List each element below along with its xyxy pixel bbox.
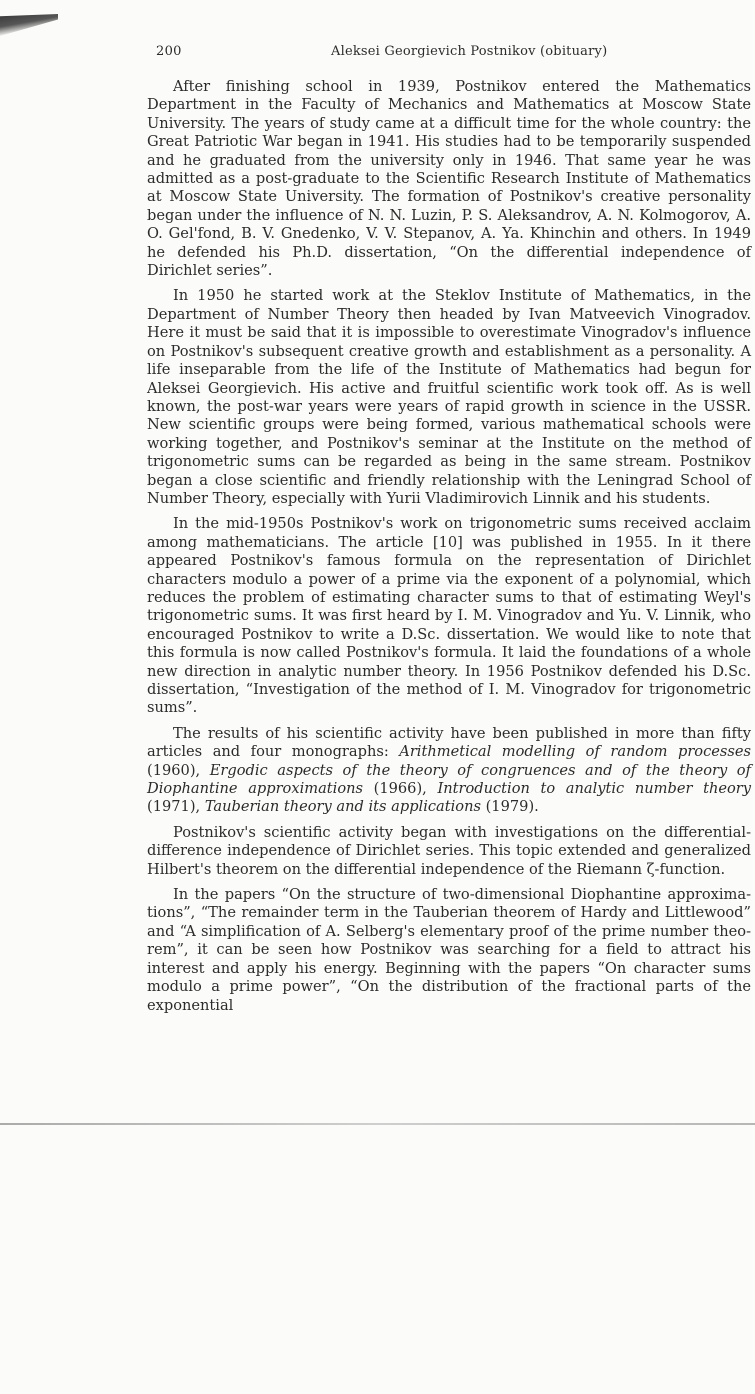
text-run: After finishing school in 1939, Postnikov entered the Mathematics Department in the Faculty of Mechanics and Mathematics at Moscow State University. The years of study came at a difficult time for the whole country: the Great Patriotic War began in 1941. His studies had to be temporarily suspended and he graduated from the university only in 1946. That same year he was admitted as a post-graduate to the Scientific Research Institute of Mathematics at Moscow State University. The formation of Postnikov's creative personality began under the influence of N. N. Luzin, P. S. Aleksandrov, A. N. Kolmogorov, A. O. Gel'fond, B. V. Gnedenko, V. V. Stepanov, A. Ya. Khinchin and others. In 1949 he defended his Ph.D. dissertation, “On the differential independence of Dirichlet series”. [147,78,751,280]
text-run: (1971), [147,798,205,816]
text-run: (1966), [363,780,438,798]
paragraph [147,515,751,717]
page-number: 200 [156,44,182,59]
text-run: (1960), [147,761,210,779]
scan-corner-mark [0,14,58,36]
book-title: Tauberian theory and its applications [204,798,481,816]
text-run: In the mid-1950s Postnikov's work on trigonometric sums received acclaim among mathematicians. The article [10] was published in 1955. In it there appeared Postnikov's famous formula on the representation of Dirichlet characters modulo a power of a prime via the exponent of a polynomial, which reduces the problem of estimating character sums to that of estimating Weyl's trigonometric sums. It was first heard by I. M. Vinogradov and Yu. V. Linnik, who encouraged Postnikov to write a D.Sc. dissertation. We would like to note that this formula is now called Postnikov's formula. It laid the foundations of a whole new direction in analytic number theory. In 1956 Postnikov defended his D.Sc. dissertation, “Investigation of the method of I. M. Vinogradov for trigonometric sums”. [147,515,751,717]
running-head: Aleksei Georgievich Postnikov (obituary) [331,44,608,59]
text-run: The results of his scientific activity have been published in more than fifty articles and four monographs: [147,724,751,761]
paragraph [147,725,751,817]
paragraph [147,78,751,280]
text-run: In the papers “On the structure of two-dimensional Diophantine approximations”, “The remainder term in the Tauberian theorem of Hardy and Littlewood” and “A simplification of A. Selberg's elementary proof of the prime number theorem”, it can be seen how Postnikov was searching for a field to attract his interest and apply his energy. Beginning with the papers “On character sums modulo a prime power”, “On the distribution of the fractional parts of the exponential [147,886,751,1014]
text-run: (1979). [480,798,539,816]
scan-edge-line [0,1123,755,1125]
book-title: Introduction to analytic number theory [437,780,751,798]
paragraph [147,886,751,1015]
body-text [147,78,751,1022]
book-title: Arithmetical modelling of random processes [399,743,751,761]
paragraph [147,287,751,508]
text-run: Postnikov's scientific activity began with investigations on the differential-difference independence of Dirichlet series. This topic extended and generalized Hilbert's theorem on the differential independence of the Riemann ζ-function. [147,823,751,878]
text-run: In 1950 he started work at the Steklov Institute of Mathematics, in the Department of Number Theory then headed by Ivan Matveevich Vinogradov. Here it must be said that it is impossible to overestimate Vinogradov's influence on Postnikov's subsequent creative growth and establishment as a personality. A life inseparable from the life of the Institute of Mathematics had begun for Aleksei Georgievich. His active and fruitful scientific work took off. As is well known, the post-war years were years of rapid growth in science in the USSR. New scientific groups were being formed, various mathematical schools were working together, and Postnikov's seminar at the Institute on the method of trigonometric sums can be regarded as being in the same stream. Postnikov began a close scientific and friendly relationship with the Leningrad School of Number Theory, especially with Yurii Vladimirovich Linnik and his students. [147,287,751,507]
book-title: Ergodic aspects of the theory of congruences and of the theory of Diophantine approximations [147,761,751,798]
paragraph [147,824,751,879]
